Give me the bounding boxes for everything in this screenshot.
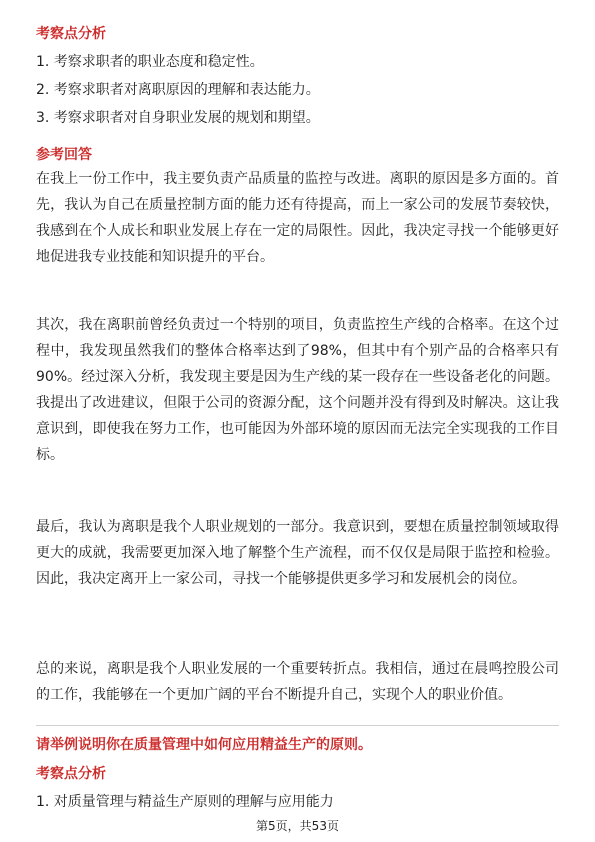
analysis-item: 3. 考察求职者对自身职业发展的规划和期望。: [36, 110, 320, 126]
section-heading-analysis: 考察点分析: [36, 26, 106, 42]
section-divider: [36, 725, 559, 726]
answer-paragraph: 最后，我认为离职是我个人职业规划的一部分。我意识到，要想在质量控制领域取得更大的成就，我需要更加深入地了解整个生产流程，而不仅仅是局限于监控和检验。因此，我决定离开上一家公司，寻找一个能够提供更多学习和发展机会的岗位。: [36, 519, 559, 587]
question-title: 请举例说明你在质量管理中如何应用精益生产的原则。: [36, 737, 372, 753]
answer-paragraph: 总的来说，离职是我个人职业发展的一个重要转折点。我相信，通过在晨鸣控股公司的工作，我能够在一个更加广阔的平台不断提升自己，实现个人的职业价值。: [36, 661, 559, 703]
section-heading-analysis-2: 考察点分析: [36, 766, 106, 782]
analysis-item: 1. 考察求职者的职业态度和稳定性。: [36, 54, 264, 70]
section-heading-answer: 参考回答: [36, 147, 92, 163]
analysis-item: 1. 对质量管理与精益生产原则的理解与应用能力: [36, 794, 334, 810]
answer-paragraph: 其次，我在离职前曾经负责过一个特别的项目，负责监控生产线的合格率。在这个过程中，我发现虽然我们的整体合格率达到了98%，但其中有个别产品的合格率只有90%。经过深入分析，我发现主要是因为生产线的某一段存在一些设备老化的问题。我提出了改进建议，但限于公司的资源分配，这个问题并没有得到及时解决。这让我意识到，即使我在努力工作，也可能因为外部环境的原因而无法完全实现我的工作目标。: [36, 317, 559, 463]
page-number: 第5页，共53页: [256, 819, 339, 833]
analysis-item: 2. 考察求职者对离职原因的理解和表达能力。: [36, 82, 320, 98]
answer-paragraph: 在我上一份工作中，我主要负责产品质量的监控与改进。离职的原因是多方面的。首先，我认为自己在质量控制方面的能力还有待提高，而上一家公司的发展节奏较快，我感到在个人成长和职业发展上存在一定的局限性。因此，我决定寻找一个能够更好地促进我专业技能和知识提升的平台。: [36, 171, 559, 265]
